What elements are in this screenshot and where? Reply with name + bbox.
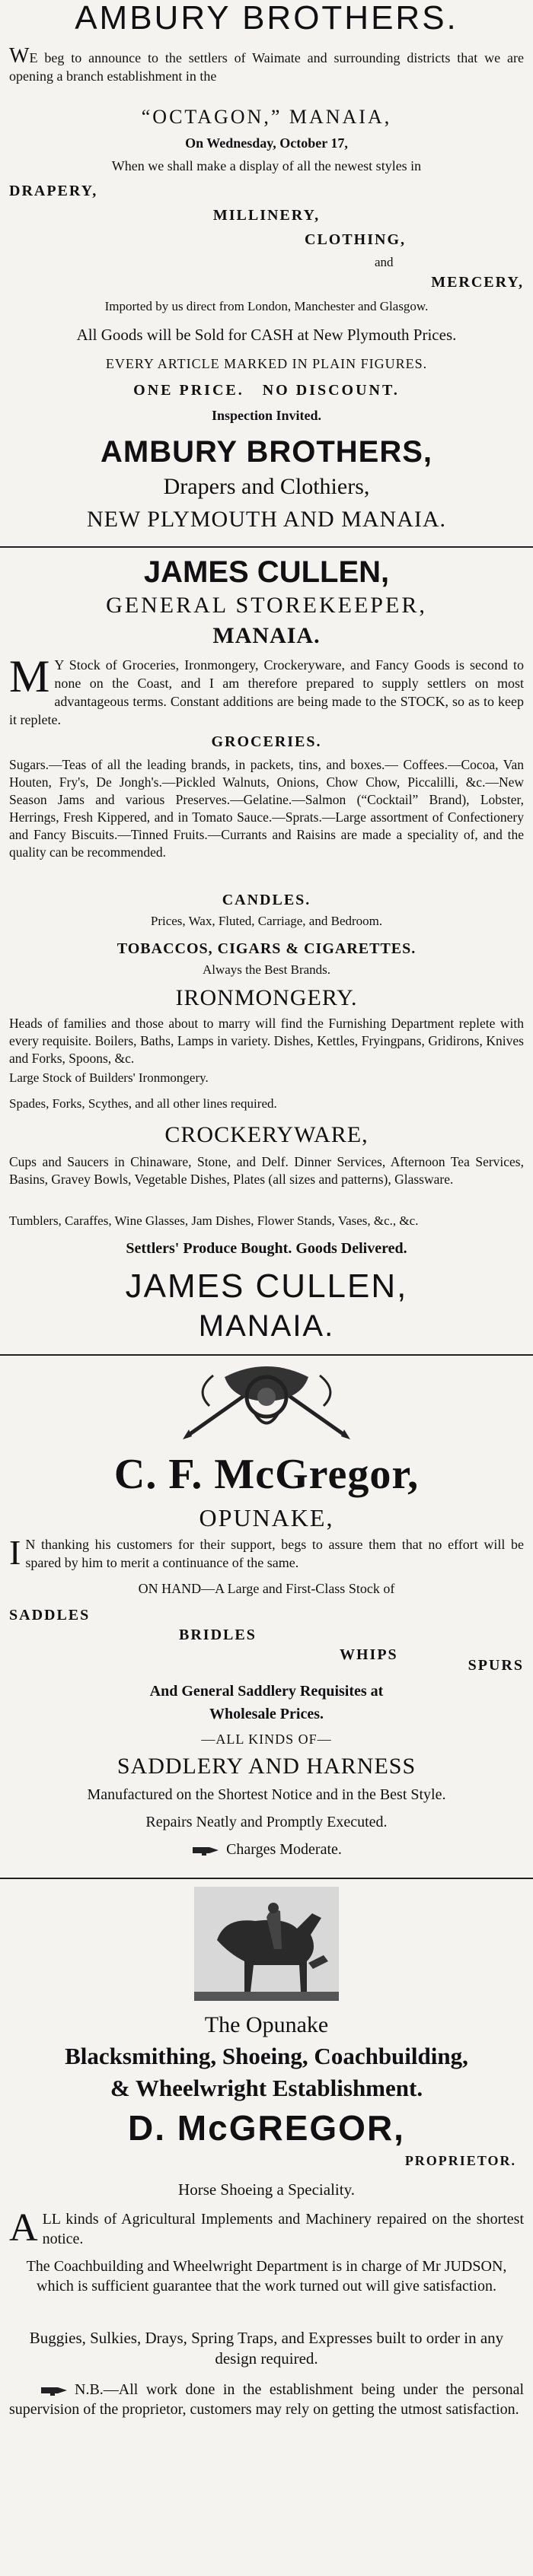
- divider: [0, 546, 533, 548]
- ambury-one-price: ONE PRICE.: [133, 382, 244, 399]
- cullen-trade: GENERAL STOREKEEPER,: [106, 593, 427, 618]
- mcgregor-charges-row: [0, 1840, 533, 1859]
- ambury-imported: Imported by us direct from London, Manchester and Glasgow.: [104, 299, 429, 313]
- dmcgregor-name: D. McGREGOR,: [128, 2108, 405, 2148]
- cullen-iron-large: Large Stock of Builders' Ironmongery.: [9, 1070, 209, 1085]
- ambury-title: AMBURY BROTHERS.: [75, 0, 458, 37]
- ambury-towns: NEW PLYMOUTH AND MANAIA.: [86, 507, 447, 532]
- dmcgregor-the-opunake: The Opunake: [204, 2012, 329, 2037]
- ambury-no-discount: NO DISCOUNT.: [262, 382, 400, 399]
- ambury-clothing: CLOTHING,: [305, 231, 407, 248]
- mcgregor-town: OPUNAKE,: [199, 1504, 334, 1531]
- divider: [0, 1878, 533, 1879]
- cullen-produce: Settlers' Produce Bought. Goods Delivered.: [126, 1240, 407, 1257]
- ambury-and: and: [375, 255, 394, 269]
- cullen-intro: [0, 651, 533, 729]
- ambury-millinery: MILLINERY,: [212, 207, 321, 224]
- dmcgregor-all-rest: LL kinds of Agricultural Implements and Machinery repaired on the shortest notice.: [42, 2211, 524, 2247]
- mcgregor-charges: Charges Moderate.: [226, 1841, 342, 1858]
- cullen-candles-head: CANDLES.: [222, 892, 311, 908]
- cullen-iron-body: Heads of families and those about to marry will find the Furnishing Department replete with every requisite. Boilers, Baths, Lamps in variety. Dishes, Kettles, Fryingpans, Gridirons, Knives and Forks, Spoons, &c.: [9, 1016, 524, 1066]
- dmcgregor-all-cap: A: [9, 2206, 38, 2250]
- cullen-groceries-body: Sugars.—Teas of all the leading brands, in packets, tins, and boxes.— Coffees.—Cocoa, Van Houten, Fry's, De Jongh's.—Pickled Walnuts, Onions, Chow Chow, Piccalilli, &c.—New Season Jams and various Preserves.—Gelatine.—Salmon (“Cocktail” Brand), Lobster, Herrings, Fresh Kippered, and in Tomato Sauce.—Sprats.—Large assortment of Confectionery and Fancy Biscuits.—Tinned Fruits.—Currants and Raisins are made a speciality of, and the quality can be recommended.: [9, 757, 524, 860]
- dmcgregor-proprietor: PROPRIETOR.: [404, 2153, 516, 2168]
- dmcgregor-nb: [0, 2380, 533, 2419]
- cullen-name: JAMES CULLEN,: [143, 555, 390, 589]
- mcgregor-name: C. F. McGregor,: [113, 1451, 420, 1498]
- ambury-drapery: DRAPERY,: [9, 183, 98, 199]
- cullen-crock-body: Cups and Saucers in Chinaware, Stone, and Delf. Dinner Services, Afternoon Tea Services, Basins, Gravey Bowls, Vegetable Dishes, Plates (all sizes and patterns), Glassware.: [9, 1154, 524, 1187]
- divider: [0, 1354, 533, 1356]
- mcgregor-saddlery: SADDLERY AND HARNESS: [116, 1754, 417, 1779]
- cullen-best-brands: Always the Best Brands.: [202, 962, 331, 977]
- saddlery-emblem-icon: [179, 1360, 354, 1444]
- ambury-name: AMBURY BROTHERS,: [100, 435, 433, 469]
- mcgregor-whips: WHIPS: [340, 1646, 398, 1663]
- ambury-cash: All Goods will be Sold for CASH at New Plymouth Prices.: [76, 326, 457, 344]
- dmcgregor-all-kinds: [0, 2206, 533, 2250]
- dmcgregor-wheelwright: & Wheelwright Establishment.: [110, 2075, 423, 2101]
- ambury-trade: Drapers and Clothiers,: [163, 474, 370, 499]
- mcgregor-intro-cap: I: [9, 1533, 21, 1572]
- cullen-crock-head: CROCKERYWARE,: [164, 1122, 369, 1147]
- ambury-display: When we shall make a display of all the newest styles in: [111, 158, 422, 173]
- mcgregor-on-hand: ON HAND—A Large and First-Class Stock of: [138, 1581, 395, 1596]
- dmcgregor-buggies: Buggies, Sulkies, Drays, Spring Traps, and Expresses built to order in any design required.: [29, 2329, 504, 2368]
- mcgregor-manufactured: Manufactured on the Shortest Notice and in the Best Style.: [87, 1786, 446, 1803]
- mcgregor-all-kinds: —ALL KINDS OF—: [201, 1732, 332, 1747]
- cullen-iron-tools: Spades, Forks, Scythes, and all other lines required.: [9, 1096, 277, 1111]
- mcgregor-bridles: BRIDLES: [179, 1627, 257, 1643]
- ambury-date: On Wednesday, October 17,: [185, 135, 348, 151]
- mcgregor-intro: [0, 1535, 533, 1572]
- cullen-intro-rest: Y Stock of Groceries, Ironmongery, Crockeryware, and Fancy Goods is second to none on the Coast, and I am therefore prepared to supply settlers on most advantageous terms. Constant additions are being made to the STOCK, so as to keep it replete.: [9, 657, 524, 727]
- cullen-tobaccos: TOBACCOS, CIGARS & CIGARETTES.: [116, 940, 417, 957]
- blacksmith-horse-illustration-icon: [194, 1887, 339, 2001]
- ambury-intro-cap: W: [9, 44, 30, 68]
- ambury-venue: “OCTAGON,” MANAIA,: [141, 106, 392, 128]
- ambury-intro-rest: E beg to announce to the settlers of Waimate and surrounding districts that we are opening a branch establishment in the: [9, 50, 524, 84]
- ambury-marked: EVERY ARTICLE MARKED IN PLAIN FIGURES.: [105, 356, 428, 371]
- cullen-groceries-head: GROCERIES.: [211, 733, 322, 750]
- cullen-intro-cap: M: [9, 651, 50, 701]
- mcgregor-spurs: SPURS: [468, 1657, 524, 1674]
- cullen-footer-name: JAMES CULLEN,: [125, 1267, 408, 1305]
- mcgregor-requisites: And General Saddlery Requisites at: [149, 1683, 384, 1700]
- mcgregor-intro-rest: N thanking his customers for their support, begs to assure them that no effort will be spared by him to merit a continuance of the same.: [25, 1537, 524, 1570]
- cullen-footer-town: MANAIA.: [198, 1309, 335, 1343]
- cullen-iron-head: IRONMONGERY.: [175, 985, 358, 1010]
- ambury-price-row: [0, 380, 533, 400]
- ambury-intro: [0, 44, 533, 85]
- dmcgregor-nb-text: N.B.—All work done in the establishment being under the personal supervision of the proprietor, customers may rely on getting the utmost satisfaction.: [9, 2381, 524, 2418]
- pointing-hand-icon: [40, 2384, 69, 2397]
- cullen-town: MANAIA.: [212, 623, 321, 648]
- ambury-mercery: MERCERY,: [431, 274, 524, 291]
- mcgregor-wholesale: Wholesale Prices.: [209, 1706, 324, 1722]
- pointing-hand-icon: [191, 1843, 220, 1857]
- dmcgregor-coach: The Coachbuilding and Wheelwright Department is in charge of Mr JUDSON, which is sufficient guarantee that the work turned out will give satisfaction.: [26, 2258, 507, 2295]
- dmcgregor-trades: Blacksmithing, Shoeing, Coachbuilding,: [65, 2043, 468, 2069]
- ambury-inspection: Inspection Invited.: [211, 408, 322, 423]
- cullen-tumblers: Tumblers, Caraffes, Wine Glasses, Jam Dishes, Flower Stands, Vases, &c., &c.: [9, 1213, 419, 1228]
- mcgregor-repairs: Repairs Neatly and Promptly Executed.: [145, 1814, 388, 1830]
- dmcgregor-shoeing: Horse Shoeing a Speciality.: [178, 2180, 355, 2199]
- mcgregor-saddles: SADDLES: [9, 1607, 91, 1624]
- cullen-candles-body: Prices, Wax, Fluted, Carriage, and Bedroom.: [150, 914, 383, 928]
